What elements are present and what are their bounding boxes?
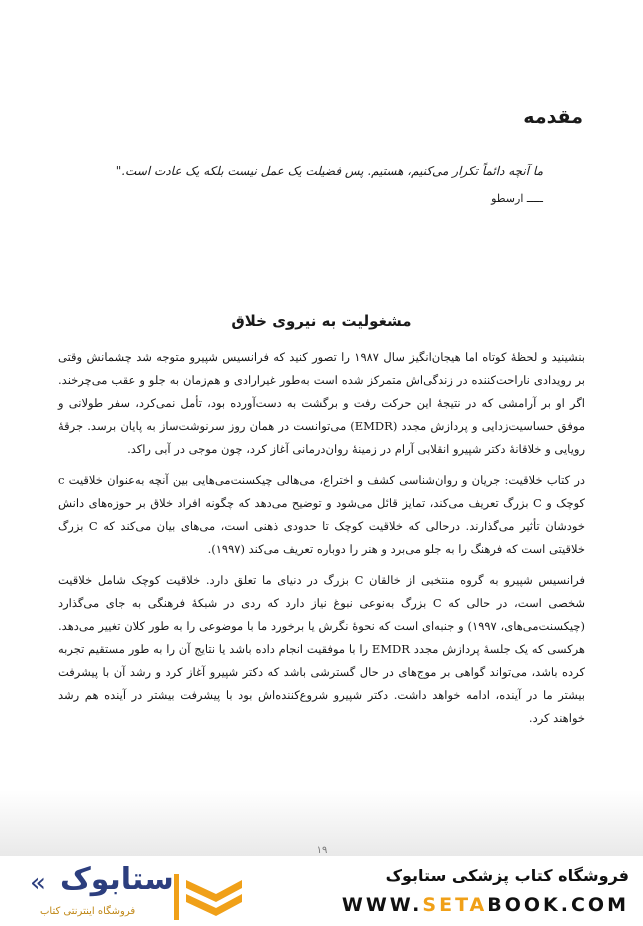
paragraph: بنشینید و لحظهٔ کوتاه اما هیجان‌انگیز سال ۱۹۸۷ را تصور کنید که فرانسیس شپیرو متوجه شد چشمانش وقتی بر رویدادی ناراحت‌کننده در زندگی‌اش متمرکز شده است به‌طور غیرارادی و هم‌زمان به جلو و عقب می‌چرخند. اگر او بر آرامشی که در نتیجهٔ این حرکت رفت و برگشت به دست‌آورده بود، تأمل نمی‌کرد، سفر طولانی و موفق حساسیت‌زدایی و پردازش مجدد (EMDR) می‌توانست در همان روز سرنوشت‌ساز به پایان برسد. جرقهٔ رویایی و خلاقانهٔ دکتر شپیرو انقلابی آرام در زمینهٔ روان‌درمانی آغاز کرد، چون موجی در آبی راکد. bbox=[58, 350, 585, 456]
store-url-link[interactable] bbox=[342, 894, 629, 916]
book-stack-logo-icon bbox=[172, 874, 246, 922]
url-accent: SETA bbox=[422, 894, 488, 916]
section-title: مشغولیت به نیروی خلاق bbox=[231, 312, 412, 330]
url-prefix: WWW. bbox=[341, 894, 423, 916]
store-footer bbox=[0, 856, 643, 926]
epigraph-quote: ما آنچه دائماً تکرار می‌کنیم، هستیم. پس فضیلت یک عمل نیست بلکه یک عادت است." bbox=[115, 164, 543, 178]
paragraph: در کتاب خلاقیت: جریان و روان‌شناسی کشف و اختراع، می‌هالی چیکسنت‌می‌هایی بین آنچه به‌عنوان خلاقیت c کوچک و C بزرگ تعریف می‌کند، تمایز قائل می‌شود و توضیح می‌دهد که چگونه افراد خلاق بر حوزه‌های دانش خودشان تأثیر می‌گذارند. درحالی که خلاقیت کوچک تا حدودی ذهنی است، می‌های بیان می‌کند که C بزرگ خلاقیتی است که فرهنگ را به جلو می‌برد و هنر را دوباره تعریف می‌کند (۱۹۹۷). bbox=[58, 473, 585, 556]
store-name: فروشگاه کتاب پزشکی ستابوک bbox=[385, 866, 629, 885]
brand-wordmark: ستابوک bbox=[60, 862, 174, 897]
epigraph-author: ـــــ ارسطو bbox=[491, 192, 543, 205]
brand-subtitle: فروشگاه اینترنتی کتاب bbox=[40, 906, 136, 917]
url-suffix: BOOK.COM bbox=[487, 894, 629, 916]
body-text bbox=[58, 346, 585, 738]
paragraph: فرانسیس شپیرو به گروه منتخبی از خالقان C بزرگ در دنیای ما تعلق دارد. خلاقیت کوچک شامل خلاقیت شخصی است، در حالی که C بزرگ به‌نوعی نبوغ نیاز دارد که ردی در شبکهٔ فرهنگی به جای می‌گذارد (چیکسنت‌می‌های، ۱۹۹۷) و جنبه‌ای است که نحوهٔ نگرش یا برخورد ما با موضوعی را به طور کلان تغییر می‌دهد. هرکسی که یک جلسهٔ پردازش مجدد EMDR را با موفقیت انجام داده باشد یا نتایج آن را به طور مستقیم تجربه کرده باشد، می‌تواند گواهی بر موج‌های در حال گسترشی باشد که دکتر شپیرو آغاز کرد و رشد آن با پیشرفت بیشتر ما در آینده، ادامه خواهد داشت. دکتر شپیرو شروع‌کننده‌اش بود با پیشرفت بیشتر در آینده هم رشد خواهند کرد. bbox=[58, 573, 586, 725]
page-number: ۱۹ bbox=[316, 845, 328, 856]
brand-arrows-icon: « bbox=[30, 868, 46, 898]
chapter-title: مقدمه bbox=[523, 106, 583, 128]
